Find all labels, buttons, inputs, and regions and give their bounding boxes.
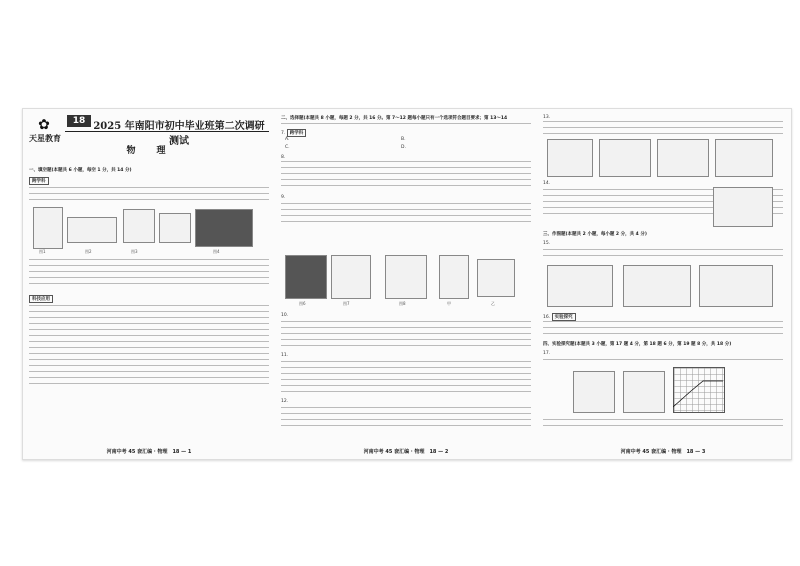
question-13: 13. bbox=[543, 115, 551, 120]
figure-pulley-diagram bbox=[439, 255, 469, 299]
figure-2-image bbox=[67, 217, 117, 243]
question-14: 14. bbox=[543, 181, 551, 186]
figure-label: 图6 bbox=[299, 301, 306, 306]
paper-number: 18 bbox=[67, 115, 91, 127]
page-footer: 河南中考 45 套汇编 · 物理 18 — 1 bbox=[106, 449, 192, 455]
text-lines bbox=[543, 419, 783, 431]
flower-icon: ✿ bbox=[38, 117, 50, 133]
section-experiment: 四、实验探究题(本题共 3 小题，第 17 题 4 分，第 18 题 6 分，第 19 题 8 分，共 18 分) bbox=[543, 342, 732, 347]
question-10: 10. bbox=[281, 313, 289, 318]
question-17: 17. bbox=[543, 351, 551, 356]
question-3 bbox=[29, 295, 55, 303]
text-lines bbox=[29, 259, 269, 289]
question-7 bbox=[281, 129, 308, 137]
question-16 bbox=[543, 313, 578, 321]
page-footer: 河南中考 45 套汇编 · 物理 18 — 2 bbox=[363, 449, 449, 455]
figure-pulley-diagram-2 bbox=[477, 259, 515, 297]
figure-17-apparatus-2 bbox=[623, 371, 665, 413]
text-lines bbox=[281, 123, 531, 129]
option-b: B. bbox=[401, 137, 406, 142]
question-1 bbox=[29, 177, 51, 185]
figure-label: 图8 bbox=[399, 301, 406, 306]
figure-label: 图2 bbox=[85, 249, 92, 254]
text-lines bbox=[281, 321, 531, 351]
figure-label: 图7 bbox=[343, 301, 350, 306]
option-d: D. bbox=[401, 145, 406, 150]
figure-7-image bbox=[331, 255, 371, 299]
text-lines bbox=[543, 249, 783, 261]
section-choice: 二、选择题(本题共 8 小题，每题 2 分，共 16 分。第 7～12 题每小题只有一个选项符合题目要求；第 13～14 bbox=[281, 116, 508, 121]
question-11: 11. bbox=[281, 353, 289, 358]
figure-5-photo bbox=[195, 209, 253, 247]
figure-8-diagram bbox=[385, 255, 427, 299]
text-lines bbox=[281, 161, 531, 191]
text-lines bbox=[281, 203, 531, 227]
figure-label: 甲 bbox=[447, 301, 451, 306]
question-tag: 跨学科 bbox=[29, 177, 49, 185]
question-12: 12. bbox=[281, 399, 289, 404]
figure-15-diagram-2 bbox=[623, 265, 691, 307]
question-tag: 科技应用 bbox=[29, 295, 53, 303]
figure-13-circuit-a bbox=[599, 139, 651, 177]
paper-title: 2025 年南阳市初中毕业班第二次调研测试 bbox=[93, 121, 265, 147]
page-3 bbox=[543, 109, 783, 459]
question-8: 8. bbox=[281, 155, 286, 160]
page-2 bbox=[281, 109, 531, 459]
figure-17-apparatus bbox=[573, 371, 615, 413]
question-tag: 跨学科 bbox=[287, 129, 307, 137]
graph-curve bbox=[673, 367, 723, 411]
figure-15-diagram bbox=[547, 265, 613, 307]
figure-1-image bbox=[33, 207, 63, 249]
figure-label: 乙 bbox=[491, 301, 495, 306]
question-9: 9. bbox=[281, 195, 286, 200]
text-lines bbox=[281, 407, 531, 431]
text-lines bbox=[29, 305, 269, 389]
option-c: C. bbox=[285, 145, 290, 150]
figure-6-photo bbox=[285, 255, 327, 299]
text-lines bbox=[543, 359, 783, 365]
figure-15-diagram-3 bbox=[699, 265, 773, 307]
text-lines bbox=[543, 321, 783, 339]
title-rule bbox=[65, 131, 269, 132]
figure-13-circuit-b bbox=[657, 139, 709, 177]
question-tag: 实验探究 bbox=[552, 313, 576, 321]
question-15: 15. bbox=[543, 241, 551, 246]
exam-sheet bbox=[22, 108, 792, 460]
question-number: 7. bbox=[281, 131, 286, 136]
text-lines bbox=[29, 187, 269, 205]
subject-title: 物 理 bbox=[126, 146, 172, 156]
figure-3-chart bbox=[123, 209, 155, 243]
text-lines bbox=[543, 121, 783, 139]
figure-label: 图4 bbox=[213, 249, 220, 254]
figure-14-diagram bbox=[713, 187, 773, 227]
section-fill-blank: 一、填空题(本题共 6 小题，每空 1 分，共 14 分) bbox=[29, 168, 132, 173]
figure-4-image bbox=[159, 213, 191, 243]
figure-13-graph bbox=[547, 139, 593, 177]
question-number: 16. bbox=[543, 315, 551, 320]
brand-name: 天星教育 bbox=[29, 134, 61, 143]
option-a: A. bbox=[285, 137, 290, 142]
figure-label: 图3 bbox=[131, 249, 138, 254]
figure-13-circuit-c bbox=[715, 139, 773, 177]
page-1 bbox=[29, 109, 269, 459]
figure-label: 图1 bbox=[39, 249, 46, 254]
text-lines bbox=[281, 361, 531, 397]
section-drawing: 三、作图题(本题共 2 小题，每小题 2 分，共 4 分) bbox=[543, 232, 647, 237]
page-footer: 河南中考 45 套汇编 · 物理 18 — 3 bbox=[620, 449, 706, 455]
